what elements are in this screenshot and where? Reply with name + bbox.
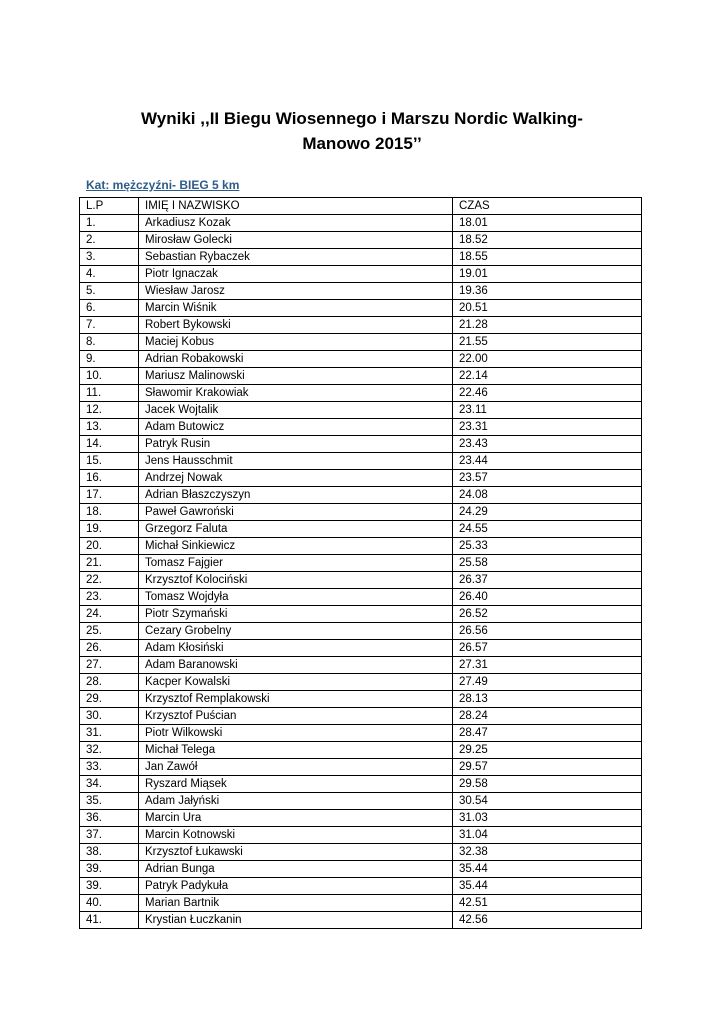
cell-time: 18.52 [453,232,642,249]
table-row [80,300,642,317]
cell-name: Sebastian Rybaczek [139,249,453,266]
cell-name: Jacek Wojtalik [139,402,453,419]
table-row [80,623,642,640]
cell-lp: 23. [80,589,139,606]
cell-lp: 10. [80,368,139,385]
cell-time: 27.49 [453,674,642,691]
cell-lp: 27. [80,657,139,674]
cell-time: 24.55 [453,521,642,538]
table-row [80,861,642,878]
cell-lp: 30. [80,708,139,725]
table-row [80,776,642,793]
cell-name: Andrzej Nowak [139,470,453,487]
cell-lp: 34. [80,776,139,793]
results-table-body [80,215,642,929]
table-row [80,827,642,844]
cell-name: Marcin Wiśnik [139,300,453,317]
cell-name: Adrian Bunga [139,861,453,878]
cell-time: 30.54 [453,793,642,810]
cell-lp: 39. [80,878,139,895]
cell-lp: 28. [80,674,139,691]
cell-time: 23.57 [453,470,642,487]
category-heading: Kat: mężczyźni- BIEG 5 km [86,178,240,192]
cell-time: 24.08 [453,487,642,504]
cell-name: Arkadiusz Kozak [139,215,453,232]
cell-lp: 38. [80,844,139,861]
cell-name: Robert Bykowski [139,317,453,334]
cell-lp: 4. [80,266,139,283]
cell-name: Piotr Szymański [139,606,453,623]
cell-name: Piotr Wilkowski [139,725,453,742]
table-row [80,453,642,470]
cell-time: 22.14 [453,368,642,385]
table-row [80,674,642,691]
table-row [80,232,642,249]
cell-name: Adam Butowicz [139,419,453,436]
cell-time: 25.33 [453,538,642,555]
table-row [80,844,642,861]
cell-lp: 31. [80,725,139,742]
cell-lp: 13. [80,419,139,436]
cell-time: 42.51 [453,895,642,912]
cell-time: 28.24 [453,708,642,725]
cell-lp: 16. [80,470,139,487]
cell-lp: 35. [80,793,139,810]
cell-time: 26.40 [453,589,642,606]
cell-lp: 29. [80,691,139,708]
cell-name: Krzysztof Remplakowski [139,691,453,708]
cell-time: 28.13 [453,691,642,708]
cell-name: Jan Zawół [139,759,453,776]
table-row [80,283,642,300]
table-row [80,759,642,776]
cell-time: 19.01 [453,266,642,283]
cell-name: Paweł Gawroński [139,504,453,521]
cell-lp: 26. [80,640,139,657]
table-row [80,334,642,351]
table-header-row [80,198,642,215]
cell-lp: 41. [80,912,139,929]
cell-time: 23.11 [453,402,642,419]
cell-lp: 6. [80,300,139,317]
cell-lp: 25. [80,623,139,640]
cell-lp: 40. [80,895,139,912]
cell-name: Adam Kłosiński [139,640,453,657]
cell-name: Marcin Kotnowski [139,827,453,844]
cell-name: Adrian Błaszczyszyn [139,487,453,504]
cell-lp: 32. [80,742,139,759]
cell-name: Krzysztof Puścian [139,708,453,725]
header-time: CZAS [453,198,642,215]
cell-lp: 8. [80,334,139,351]
cell-time: 18.55 [453,249,642,266]
cell-lp: 5. [80,283,139,300]
header-name: IMIĘ I NAZWISKO [139,198,453,215]
table-row [80,725,642,742]
table-row [80,606,642,623]
table-row [80,215,642,232]
cell-name: Krystian Łuczkanin [139,912,453,929]
cell-name: Marcin Ura [139,810,453,827]
table-row [80,742,642,759]
table-row [80,657,642,674]
cell-lp: 9. [80,351,139,368]
cell-time: 24.29 [453,504,642,521]
table-row [80,436,642,453]
cell-time: 19.36 [453,283,642,300]
table-row [80,402,642,419]
document-title-line-1: Wyniki ,,II Biegu Wiosennego i Marszu Nordic Walking- [141,109,583,128]
cell-name: Adrian Robakowski [139,351,453,368]
cell-time: 23.43 [453,436,642,453]
cell-lp: 21. [80,555,139,572]
cell-name: Maciej Kobus [139,334,453,351]
cell-lp: 2. [80,232,139,249]
table-row [80,691,642,708]
cell-name: Mariusz Malinowski [139,368,453,385]
cell-name: Patryk Padykuła [139,878,453,895]
cell-time: 20.51 [453,300,642,317]
cell-lp: 12. [80,402,139,419]
table-row [80,521,642,538]
cell-name: Michał Telega [139,742,453,759]
cell-name: Adam Jałyński [139,793,453,810]
table-row [80,385,642,402]
cell-time: 22.00 [453,351,642,368]
cell-lp: 22. [80,572,139,589]
cell-time: 29.57 [453,759,642,776]
cell-name: Ryszard Miąsek [139,776,453,793]
cell-name: Jens Hausschmit [139,453,453,470]
header-lp: L.P [80,198,139,215]
cell-name: Michał Sinkiewicz [139,538,453,555]
cell-lp: 24. [80,606,139,623]
cell-name: Krzysztof Kolociński [139,572,453,589]
cell-lp: 7. [80,317,139,334]
cell-name: Mirosław Golecki [139,232,453,249]
table-row [80,419,642,436]
cell-time: 18.01 [453,215,642,232]
table-row [80,351,642,368]
cell-time: 21.55 [453,334,642,351]
cell-time: 32.38 [453,844,642,861]
cell-time: 35.44 [453,861,642,878]
cell-lp: 17. [80,487,139,504]
table-row [80,589,642,606]
cell-name: Grzegorz Faluta [139,521,453,538]
results-table [79,197,642,929]
cell-name: Cezary Grobelny [139,623,453,640]
cell-lp: 14. [80,436,139,453]
table-row [80,878,642,895]
cell-time: 26.57 [453,640,642,657]
cell-lp: 11. [80,385,139,402]
cell-lp: 37. [80,827,139,844]
table-row [80,504,642,521]
table-row [80,249,642,266]
table-row [80,810,642,827]
cell-time: 21.28 [453,317,642,334]
cell-time: 31.04 [453,827,642,844]
table-row [80,912,642,929]
cell-time: 42.56 [453,912,642,929]
cell-time: 23.31 [453,419,642,436]
cell-name: Piotr Ignaczak [139,266,453,283]
cell-time: 35.44 [453,878,642,895]
cell-name: Tomasz Wojdyła [139,589,453,606]
cell-lp: 3. [80,249,139,266]
table-row [80,368,642,385]
cell-name: Tomasz Fajgier [139,555,453,572]
cell-time: 26.52 [453,606,642,623]
table-row [80,317,642,334]
table-row [80,266,642,283]
cell-time: 26.56 [453,623,642,640]
cell-time: 29.58 [453,776,642,793]
table-row [80,640,642,657]
cell-lp: 1. [80,215,139,232]
cell-name: Marian Bartnik [139,895,453,912]
cell-time: 27.31 [453,657,642,674]
cell-time: 23.44 [453,453,642,470]
cell-time: 29.25 [453,742,642,759]
cell-lp: 36. [80,810,139,827]
cell-name: Kacper Kowalski [139,674,453,691]
table-row [80,895,642,912]
cell-time: 22.46 [453,385,642,402]
cell-time: 25.58 [453,555,642,572]
cell-lp: 20. [80,538,139,555]
table-row [80,572,642,589]
table-row [80,793,642,810]
cell-lp: 15. [80,453,139,470]
cell-name: Wiesław Jarosz [139,283,453,300]
cell-lp: 18. [80,504,139,521]
table-row [80,538,642,555]
table-row [80,555,642,572]
document-title-line-2: Manowo 2015’’ [302,134,422,153]
table-row [80,487,642,504]
cell-lp: 19. [80,521,139,538]
cell-time: 28.47 [453,725,642,742]
cell-lp: 33. [80,759,139,776]
cell-name: Patryk Rusin [139,436,453,453]
table-row [80,708,642,725]
cell-name: Krzysztof Łukawski [139,844,453,861]
cell-name: Adam Baranowski [139,657,453,674]
table-row [80,470,642,487]
cell-time: 31.03 [453,810,642,827]
cell-lp: 39. [80,861,139,878]
cell-name: Sławomir Krakowiak [139,385,453,402]
cell-time: 26.37 [453,572,642,589]
